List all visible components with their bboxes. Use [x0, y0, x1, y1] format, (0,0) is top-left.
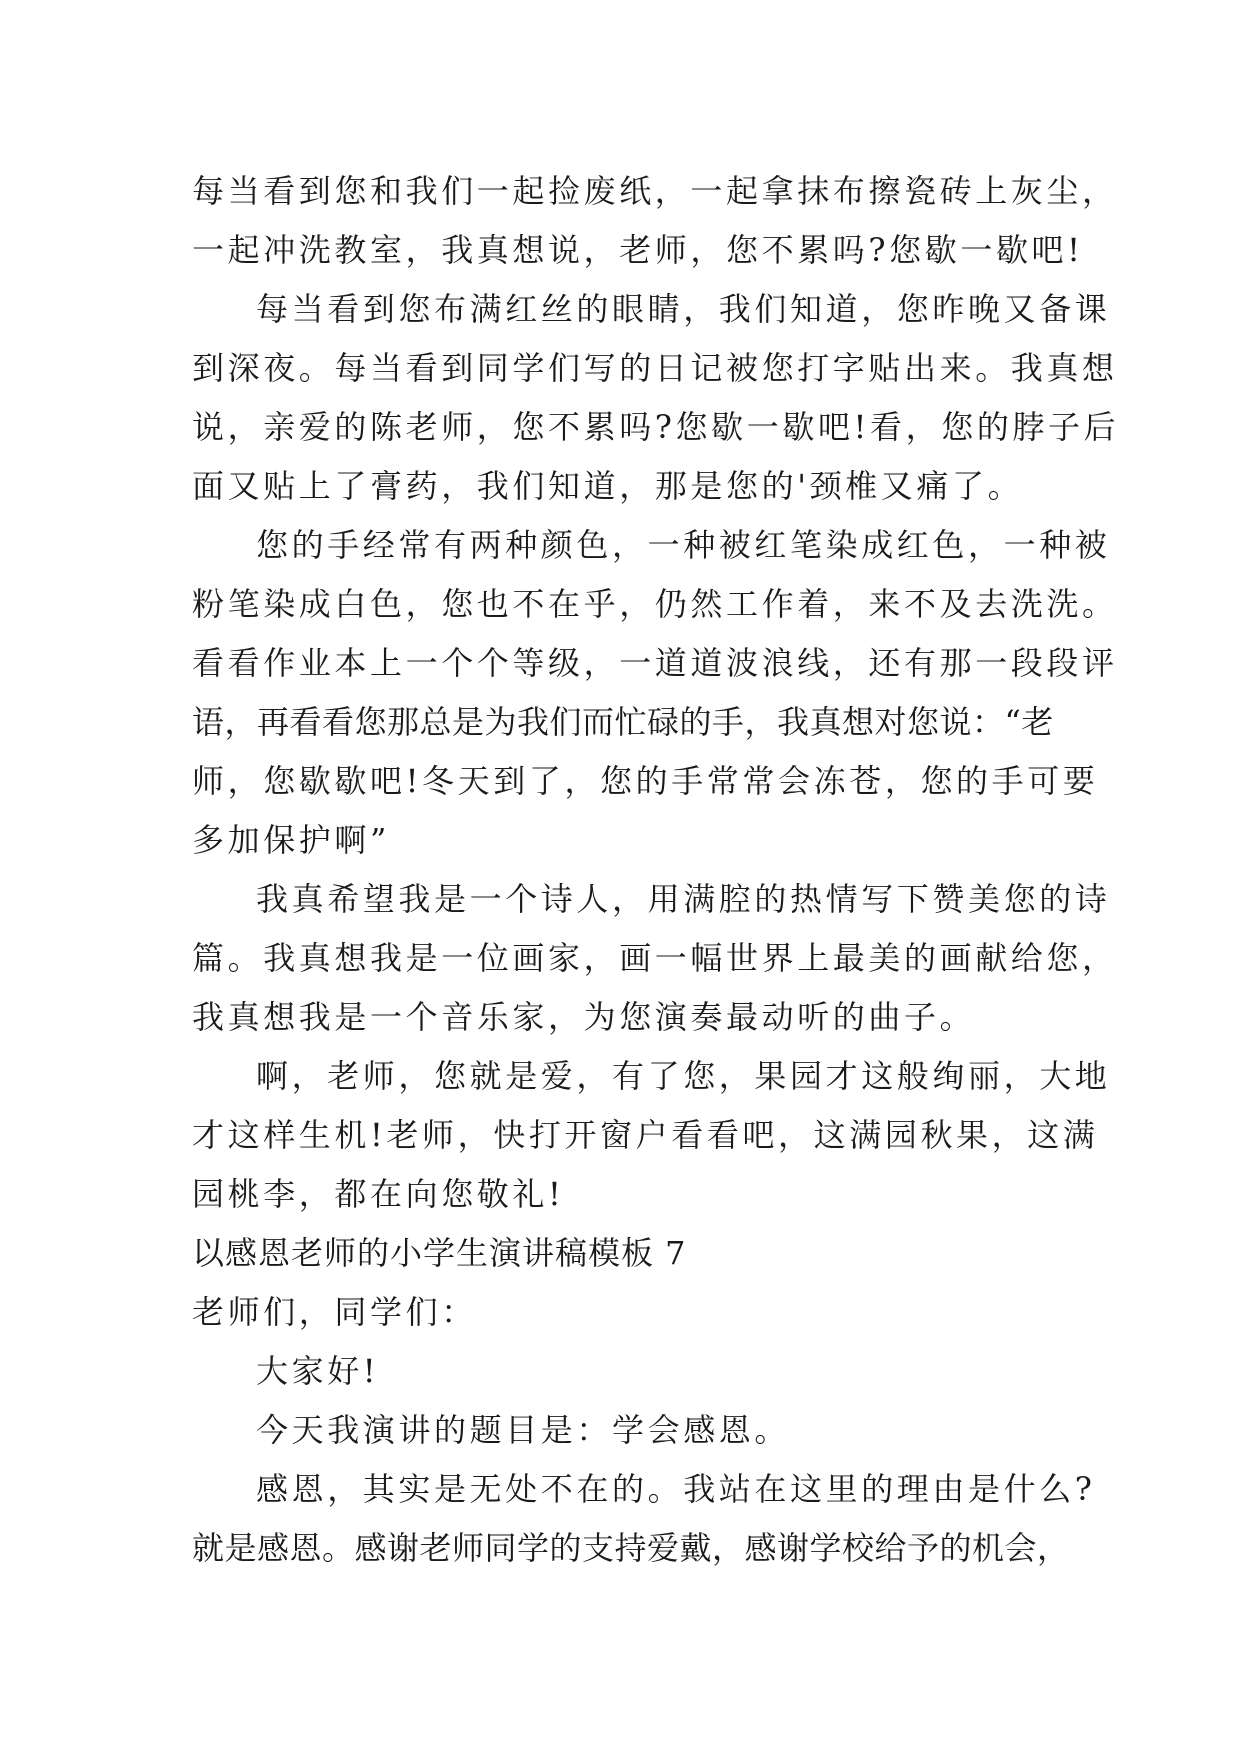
paragraph-first-line: 我真希望我是一个诗人，用满腔的热情写下赞美您的诗	[256, 880, 1111, 918]
paragraph-first-line: 每当看到您布满红丝的眼睛，我们知道，您昨晚又备课	[256, 290, 1111, 328]
paragraph-first-line: 感恩，其实是无处不在的。我站在这里的理由是什么?	[256, 1470, 1096, 1508]
speech-topic: 今天我演讲的题目是：学会感恩。	[256, 1411, 791, 1449]
salutation: 老师们，同学们：	[192, 1293, 477, 1331]
text-line: 多加保护啊”	[192, 821, 390, 859]
text-line: 粉笔染成白色，您也不在乎，仍然工作着，来不及去洗洗。	[192, 585, 1118, 623]
text-line: 说，亲爱的陈老师，您不累吗?您歇一歇吧!看，您的脖子后	[192, 408, 1120, 446]
text-line: 师，您歇歇吧!冬天到了，您的手常常会冻苍，您的手可要	[192, 762, 1099, 800]
paragraph-first-line: 啊，老师，您就是爱，有了您，果园才这般绚丽，大地	[256, 1057, 1111, 1095]
text-line: 看看作业本上一个个等级，一道道波浪线，还有那一段段评	[192, 644, 1118, 682]
text-line: 一起冲洗教室，我真想说，老师，您不累吗?您歇一歇吧!	[192, 231, 1084, 269]
document-body	[192, 162, 1120, 1578]
text-line: 我真想我是一个音乐家，为您演奏最动听的曲子。	[192, 998, 976, 1036]
text-line: 到深夜。每当看到同学们写的日记被您打字贴出来。我真想	[192, 349, 1118, 387]
text-line: 面又贴上了膏药，我们知道，那是您的'颈椎又痛了。	[192, 467, 1024, 505]
text-line: 篇。我真想我是一位画家，画一幅世界上最美的画献给您，	[192, 939, 1118, 977]
text-line: 每当看到您和我们一起捡废纸，一起拿抹布擦瓷砖上灰尘，	[192, 172, 1118, 210]
paragraph-first-line: 您的手经常有两种颜色，一种被红笔染成红色，一种被	[256, 526, 1111, 564]
greeting: 大家好!	[256, 1352, 380, 1390]
text-line: 语，再看看您那总是为我们而忙碌的手，我真想对您说：“老	[192, 703, 1054, 741]
text-line: 就是感恩。感谢老师同学的支持爱戴，感谢学校给予的机会，	[192, 1529, 1070, 1567]
section-heading: 以感恩老师的小学生演讲稿模板 7	[192, 1234, 687, 1272]
text-line: 园桃李，都在向您敬礼!	[192, 1175, 565, 1213]
text-line: 才这样生机!老师，快打开窗户看看吧，这满园秋果，这满	[192, 1116, 1099, 1154]
